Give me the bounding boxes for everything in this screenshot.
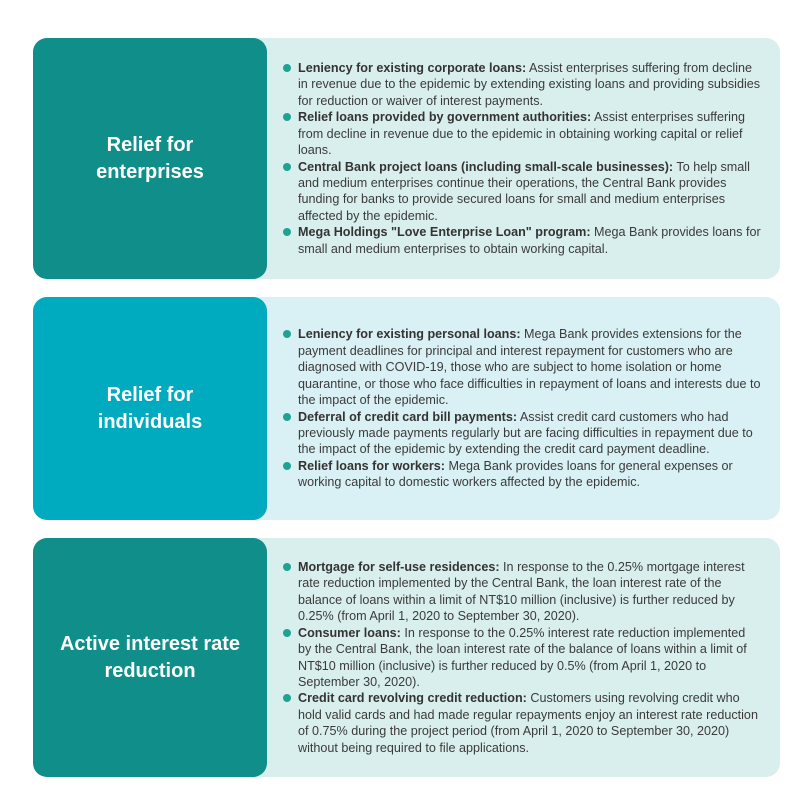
list-item — [283, 409, 762, 458]
section-title: Active interest rate reduction — [59, 632, 241, 682]
item-text: Mega Bank provides loans for general expenses or working capital to domestic workers affected by the epidemic. — [298, 458, 733, 490]
item-text: Assist credit card customers who had previously made payments regularly but are facing difficulties in repayment due to the impact of the epidemic by extending the credit card payment deadline. — [298, 409, 753, 457]
list-item — [283, 326, 762, 408]
list-item — [283, 224, 762, 257]
section-item-list — [283, 538, 762, 777]
item-text: Assist enterprises suffering from decline in revenue due to the epidemic in obtaining working capital or relief loans. — [298, 110, 745, 158]
bullet-dot-icon — [283, 462, 291, 470]
section-item-list — [283, 297, 762, 520]
item-text: To help small and medium enterprises continue their operations, the Central Bank provides funding for banks to provide secured loans for small and medium enterprises affected by the epidemic. — [298, 159, 750, 223]
section-label-box — [33, 38, 267, 279]
section-item-list — [283, 38, 762, 279]
list-item — [283, 690, 762, 756]
bullet-dot-icon — [283, 113, 291, 121]
item-heading: Deferral of credit card bill payments: — [298, 409, 518, 424]
item-text: In response to the 0.25% mortgage interest rate reduction implemented by the Central Bank, the loan interest rate of the balance of loans within a limit of NT$10 million (inclusive) is further reduced by 0.25% (from April 1, 2020 to September 30, 2020). — [298, 560, 745, 624]
item-heading: Mega Holdings "Love Enterprise Loan" program: — [298, 225, 591, 240]
list-item — [283, 559, 762, 625]
item-heading: Leniency for existing personal loans: — [298, 327, 521, 342]
list-item — [283, 458, 762, 491]
item-text: Mega Bank provides loans for small and medium enterprises to obtain working capital. — [298, 225, 761, 256]
bullet-dot-icon — [283, 228, 291, 236]
bullet-dot-icon — [283, 330, 291, 338]
item-heading: Consumer loans: — [298, 625, 401, 640]
section-active-interest-rate-reduction — [33, 538, 780, 777]
item-text: Mega Bank provides extensions for the payment deadlines for principal and interest repayment for customers who are diagnosed with COVID-19, those who are subject to home isolation or home quarantine, or those who face difficulties in repayment of loans and interests due to the impact of the epidemic. — [298, 327, 761, 408]
section-label-box — [33, 297, 267, 520]
item-heading: Central Bank project loans (including small-scale businesses): — [298, 159, 674, 174]
list-item — [283, 625, 762, 691]
bullet-dot-icon — [283, 413, 291, 421]
bullet-dot-icon — [283, 64, 291, 72]
bullet-dot-icon — [283, 629, 291, 637]
list-item — [283, 109, 762, 158]
list-item — [283, 60, 762, 109]
section-relief-for-enterprises — [33, 38, 780, 279]
item-text: In response to the 0.25% interest rate reduction implemented by the Central Bank, the loan interest rate of the balance of loans within a limit of NT$10 million (inclusive) is further reduced by 0.5% (from April 1, 2020 to September 30, 2020). — [298, 625, 747, 689]
section-title: Relief for individuals — [97, 383, 203, 433]
item-heading: Mortgage for self-use residences: — [298, 560, 500, 575]
item-heading: Relief loans for workers: — [298, 458, 445, 473]
section-label-box — [33, 538, 267, 777]
list-item — [283, 159, 762, 225]
bullet-dot-icon — [283, 163, 291, 171]
item-heading: Leniency for existing corporate loans: — [298, 61, 527, 76]
section-title: Relief for enterprises — [96, 133, 204, 183]
item-heading: Relief loans provided by government authorities: — [298, 110, 592, 125]
bullet-dot-icon — [283, 694, 291, 702]
item-text: Customers using revolving credit who hold valid cards and had made regular repayments enjoy an interest rate reduction of 0.75% during the project period (from April 1, 2020 to September 30, 2020) without being required to file applications. — [298, 691, 758, 755]
item-text: Assist enterprises suffering from decline in revenue due to the epidemic by extending existing loans and providing subsidies for reduction or waiver of interest payments. — [298, 61, 761, 108]
bullet-dot-icon — [283, 563, 291, 571]
item-heading: Credit card revolving credit reduction: — [298, 691, 527, 706]
section-relief-for-individuals — [33, 297, 780, 520]
